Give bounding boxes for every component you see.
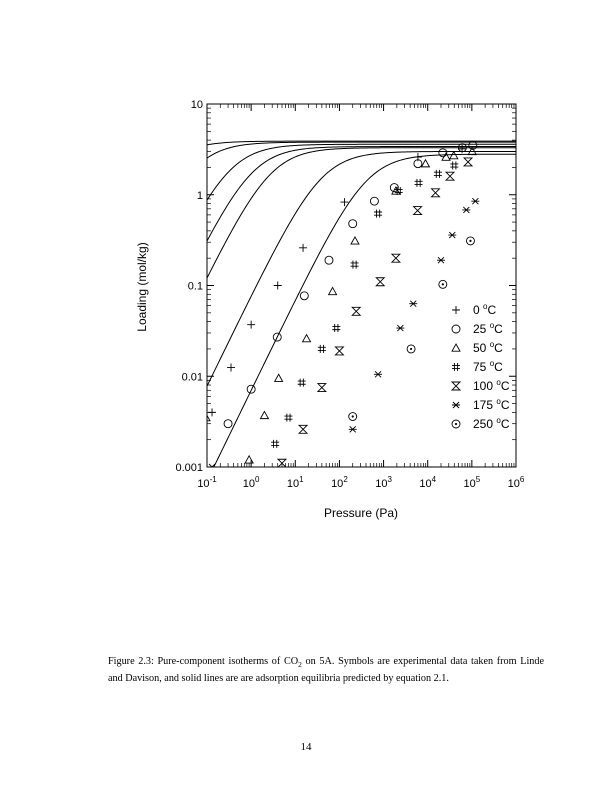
data-point bbox=[300, 292, 308, 300]
data-point bbox=[318, 384, 326, 392]
data-point bbox=[374, 210, 382, 218]
data-point bbox=[409, 301, 417, 307]
data-point bbox=[351, 261, 359, 269]
data-point bbox=[452, 325, 460, 333]
x-tick-label: $10^4$ bbox=[419, 475, 437, 490]
data-point bbox=[462, 207, 470, 213]
data-point bbox=[421, 160, 429, 167]
data-point bbox=[329, 287, 337, 294]
x-tick-label: $10^1$ bbox=[286, 475, 304, 490]
data-point bbox=[271, 440, 279, 448]
data-point bbox=[439, 280, 447, 288]
data-point bbox=[452, 420, 460, 428]
data-point bbox=[392, 254, 400, 262]
data-point bbox=[452, 306, 460, 314]
legend-label: 250 $^o$C bbox=[473, 416, 510, 431]
data-point bbox=[275, 374, 283, 381]
data-point bbox=[448, 232, 456, 238]
figure-caption bbox=[108, 655, 544, 686]
data-point bbox=[471, 198, 479, 204]
x-tick-label: $10^3$ bbox=[375, 475, 392, 490]
data-point bbox=[434, 170, 442, 178]
data-point bbox=[352, 307, 360, 315]
caption-lead: Figure 2.3: Pure-component isotherms of CO bbox=[108, 656, 299, 667]
data-point bbox=[299, 425, 307, 433]
data-point bbox=[349, 413, 357, 421]
data-point bbox=[450, 152, 458, 159]
fit-curve bbox=[207, 154, 516, 481]
y-tick-label: 10 bbox=[190, 99, 203, 111]
data-point bbox=[247, 321, 255, 329]
data-point bbox=[284, 414, 292, 422]
data-point bbox=[298, 379, 306, 387]
data-point bbox=[439, 149, 447, 157]
data-point bbox=[415, 179, 423, 187]
y-axis-label: Loading (mol/kg) bbox=[135, 242, 149, 332]
data-point bbox=[245, 456, 253, 463]
data-point bbox=[452, 402, 460, 408]
legend-label: 0 $^o$C bbox=[473, 302, 497, 317]
x-axis-label: Pressure (Pa) bbox=[323, 506, 399, 520]
legend-label: 50 $^o$C bbox=[473, 340, 503, 355]
data-point bbox=[396, 325, 404, 331]
legend-label: 100 $^o$C bbox=[473, 378, 510, 393]
data-point bbox=[332, 324, 340, 332]
data-point bbox=[452, 363, 460, 371]
data-point bbox=[452, 382, 460, 390]
page-number: 14 bbox=[300, 741, 312, 753]
legend-label: 175 $^o$C bbox=[473, 397, 510, 412]
data-point bbox=[376, 278, 384, 286]
data-point bbox=[351, 237, 359, 244]
data-point bbox=[335, 347, 343, 355]
data-point bbox=[431, 189, 439, 197]
x-tick-label: $10^5$ bbox=[463, 475, 481, 490]
data-point bbox=[303, 335, 311, 342]
data-point bbox=[224, 420, 232, 428]
data-point bbox=[318, 345, 326, 353]
data-point bbox=[374, 371, 382, 377]
data-point bbox=[325, 256, 333, 264]
data-point bbox=[414, 207, 422, 215]
y-tick-label: 1 bbox=[196, 189, 203, 202]
legend bbox=[452, 302, 510, 431]
data-point bbox=[349, 220, 357, 228]
legend-label: 25 $^o$C bbox=[473, 321, 503, 336]
y-tick-label: 0.001 bbox=[175, 462, 203, 474]
data-point bbox=[450, 162, 458, 170]
caption-subscript: 2 bbox=[298, 660, 302, 670]
y-tick-label: 0.1 bbox=[187, 280, 203, 293]
data-point bbox=[208, 408, 216, 416]
data-point bbox=[274, 282, 282, 290]
y-tick-label: 0.01 bbox=[181, 371, 203, 384]
data-points bbox=[202, 141, 479, 470]
data-point bbox=[464, 158, 472, 166]
data-point bbox=[452, 344, 460, 351]
plot-border bbox=[207, 104, 516, 467]
data-point bbox=[202, 414, 210, 421]
data-point bbox=[349, 426, 357, 432]
data-point bbox=[466, 237, 474, 245]
fit-curves bbox=[207, 141, 516, 481]
data-point bbox=[407, 345, 415, 353]
x-tick-label: $10^0$ bbox=[242, 475, 260, 490]
x-tick-label: $10^{-1}$ bbox=[197, 475, 217, 490]
fit-curve bbox=[207, 148, 516, 278]
caption-rest: on 5A. Symbols are experimental data taken from Linde and Davison, and solid lines are are adsorption equilibria predicted by equation 2.1. bbox=[108, 656, 544, 685]
data-point bbox=[227, 363, 235, 371]
legend-label: 75 $^o$C bbox=[473, 359, 503, 374]
data-point bbox=[247, 385, 255, 393]
data-point bbox=[446, 172, 454, 180]
x-tick-label: $10^2$ bbox=[331, 475, 348, 490]
data-point bbox=[437, 257, 445, 263]
x-tick-label: $10^6$ bbox=[507, 475, 525, 490]
data-point bbox=[370, 197, 378, 205]
data-point bbox=[260, 411, 268, 418]
data-point bbox=[299, 244, 307, 252]
